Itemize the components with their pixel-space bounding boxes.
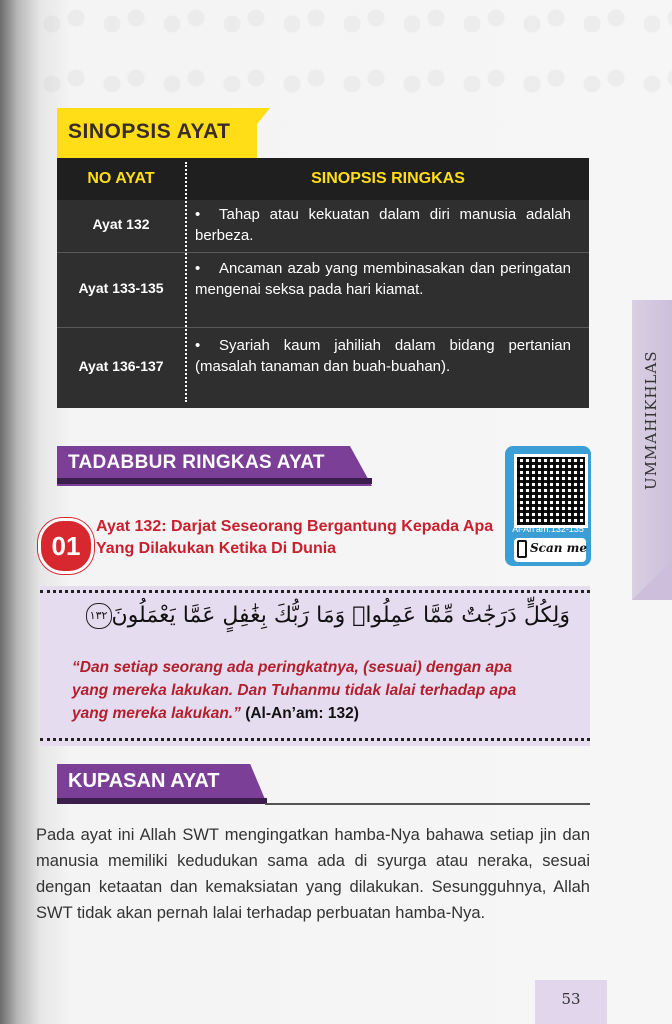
- bullet-icon: •: [195, 260, 201, 277]
- verse-translation: [72, 656, 532, 725]
- sinopsis-table: [57, 158, 589, 408]
- tadabbur-title: TADABBUR RINGKAS AYAT: [68, 452, 325, 473]
- verse-box-top-border: [40, 590, 590, 593]
- qr-caption: Al-An'am:132-135: [512, 524, 584, 534]
- row-description: • Ancaman azab yang membinasakan dan peringatan mengenai seksa pada hari kiamat.: [195, 260, 571, 298]
- phone-icon: [517, 540, 527, 558]
- kupasan-title: KUPASAN AYAT: [68, 770, 220, 792]
- row-description: • Tahap atau kekuatan dalam diri manusia adalah berbeza.: [195, 206, 571, 244]
- row-description: • Syariah kaum jahiliah dalam bidang pertanian (masalah tanaman dan buah-buahan).: [195, 337, 571, 375]
- arabic-text: وَلِكُلٍّ دَرَجَٰتٌ مِّمَّا عَمِلُوا۟ وَمَا رَبُّكَ بِغَٰفِلٍ عَمَّا يَعْمَلُونَ: [111, 603, 570, 628]
- header-no-ayat: NO AYAT: [87, 170, 155, 187]
- kupasan-body: Pada ayat ini Allah SWT mengingatkan hamba-Nya bahawa setiap jin dan manusia memiliki kedudukan sama ada di syurga atau neraka, sesuai dengan ketaatan dan kemaksiatan yang dilakukan. Sesungguhnya, Allah SWT tidak akan pernah lalai terhadap perbuatan hamba-Nya.: [36, 826, 590, 922]
- kupasan-banner-shadow: [57, 798, 267, 804]
- table-row: [57, 253, 589, 327]
- page-number: 53: [561, 990, 581, 1008]
- tadabbur-subtitle: Ayat 132: Darjat Seseorang Bergantung Kepada Apa Yang Dilakukan Ketika Di Dunia: [96, 518, 494, 557]
- row-ayat-number: Ayat 136-137: [78, 358, 164, 374]
- sinopsis-title: SINOPSIS AYAT: [68, 120, 231, 143]
- ayah-number-marker: ١٣٢: [86, 603, 112, 629]
- row-ayat-number: Ayat 132: [92, 216, 150, 232]
- arabic-verse: [60, 603, 570, 629]
- table-row: [57, 328, 589, 406]
- bullet-icon: •: [195, 337, 201, 354]
- bullet-icon: •: [195, 206, 201, 223]
- side-label: UMMAHIKHLAS: [642, 350, 660, 490]
- side-tab-tip: [632, 560, 672, 600]
- verse-box-bottom-border: [40, 738, 590, 741]
- kupasan-underline: [265, 803, 590, 805]
- verse-reference: (Al-An’am: 132): [245, 705, 359, 722]
- translation-text: “Dan setiap seorang ada peringkatnya, (sesuai) dengan apa yang mereka lakukan. Dan Tuhanmu tidak lalai terhadap apa yang mereka lakukan.”: [72, 659, 517, 722]
- scan-me-label: Scan me: [530, 541, 587, 555]
- qr-code-icon[interactable]: [514, 454, 588, 528]
- table-row: [57, 200, 589, 252]
- tadabbur-banner-shadow: [57, 478, 372, 484]
- header-sinopsis-ringkas: SINOPSIS RINGKAS: [311, 170, 465, 187]
- table-header: [57, 158, 589, 200]
- background-pattern: [40, 0, 672, 100]
- row-ayat-number: Ayat 133-135: [78, 280, 164, 296]
- section-number-badge: 01: [38, 518, 94, 574]
